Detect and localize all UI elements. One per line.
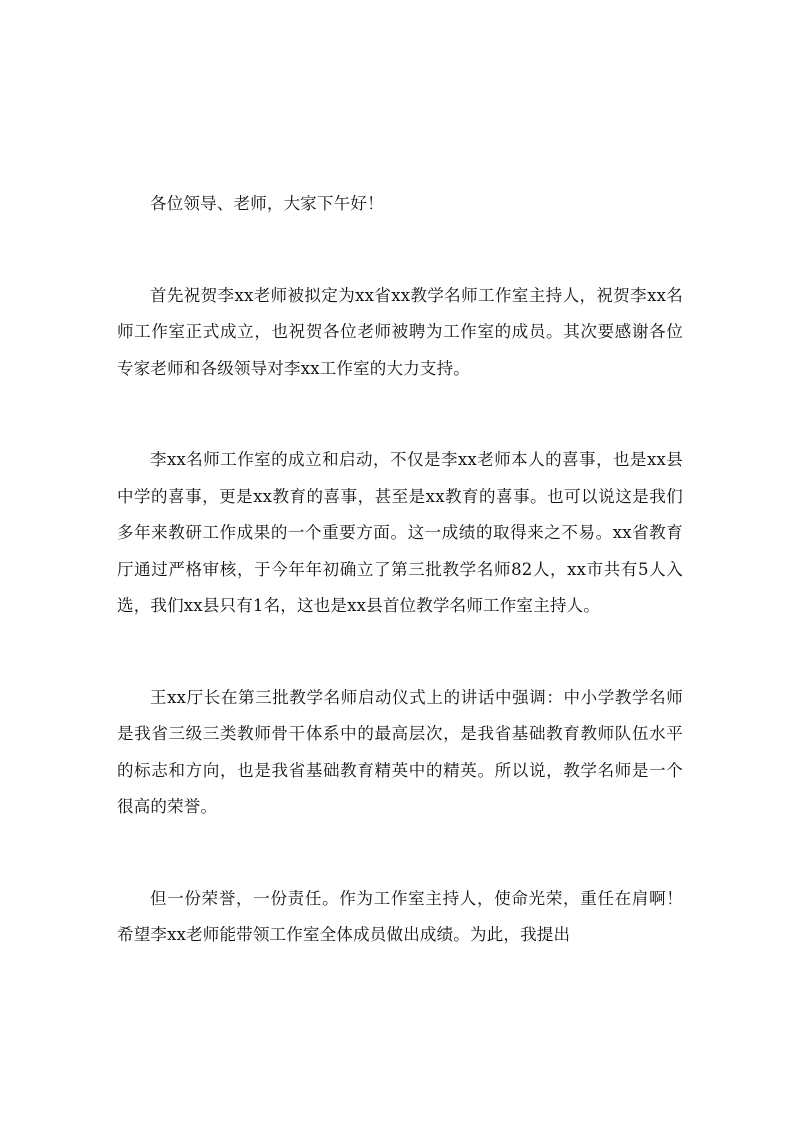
- paragraph-greeting: 各位领导、老师，大家下午好！: [150, 194, 384, 213]
- paragraph-director-speech: 王xx厅长在第三批教学名师启动仪式上的讲话中强调：中小学教学名师是我省三级三类教师骨干体系中的最高层次，是我省基础教育教师队伍水平的标志和方向，也是我省基础教育精英中的精英。所以说，教学名师是一个很高的荣誉。: [117, 687, 683, 816]
- document-page: [117, 186, 683, 1009]
- paragraph-significance: 李xx名师工作室的成立和启动，不仅是李xx老师本人的喜事，也是xx县中学的喜事，更是xx教育的喜事，甚至是xx教育的喜事。也可以说这是我们多年来教研工作成果的一个重要方面。这一成绩的取得来之不易。xx省教育厅通过严格审核，于今年年初确立了第三批教学名师82人，xx市共有5人入选，我们xx县只有1名，这也是xx县首位教学名师工作室主持人。: [117, 450, 683, 615]
- paragraph-congratulations: 首先祝贺李xx老师被拟定为xx省xx教学名师工作室主持人，祝贺李xx名师工作室正式成立，也祝贺各位老师被聘为工作室的成员。其次要感谢各位专家老师和各级领导对李xx工作室的大力支持。: [117, 285, 683, 378]
- paragraph-responsibility: 但一份荣誉，一份责任。作为工作室主持人，使命光荣，重任在肩啊！希望李xx老师能带领工作室全体成员做出成绩。为此，我提出: [117, 888, 683, 944]
